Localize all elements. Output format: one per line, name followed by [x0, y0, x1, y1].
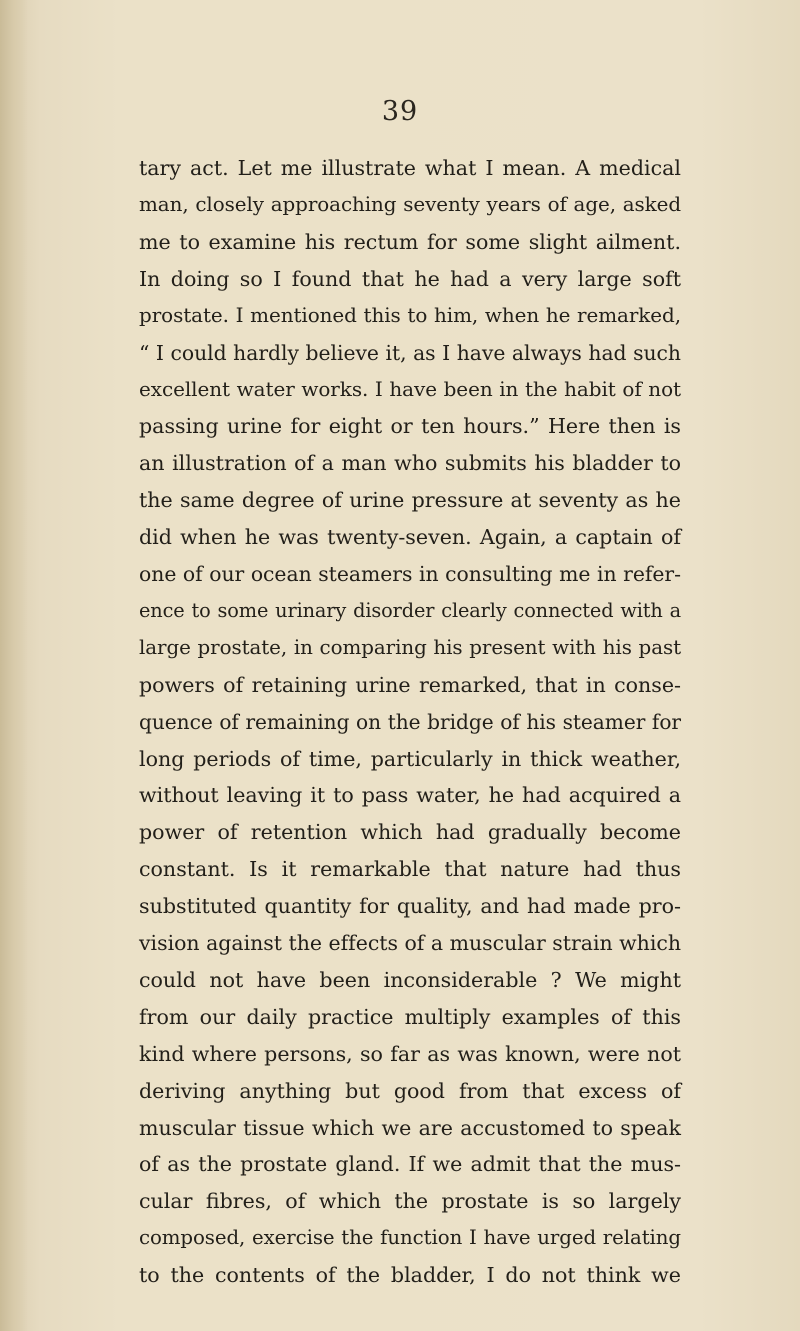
text-line-25: kind where persons, so far as was known, were not [139, 1041, 681, 1066]
text-line-16: quence of remaining on the bridge of his steamer for [139, 709, 681, 734]
text-line-18: without leaving it to pass water, he had acquired a [139, 783, 681, 808]
text-line-26: deriving anything but good from that excess of [139, 1078, 681, 1103]
text-line-28: of as the prostate gland. If we admit that the mus- [139, 1152, 681, 1177]
text-line-4: In doing so I found that he had a very large soft [139, 266, 681, 291]
text-line-9: an illustration of a man who submits his bladder to [139, 451, 681, 476]
page-number: 39 [381, 96, 419, 127]
text-line-5: prostate. I mentioned this to him, when he remarked, [139, 303, 681, 327]
text-line-24: from our daily practice multiply examples of this [139, 1004, 681, 1029]
text-line-14: large prostate, in comparing his present with his past [139, 635, 681, 659]
text-line-31: to the contents of the bladder, I do not think we [139, 1263, 681, 1288]
text-line-1: tary act. Let me illustrate what I mean. A medical [139, 156, 681, 180]
text-line-15: powers of retaining urine remarked, that in conse- [139, 672, 681, 697]
text-line-2: man, closely approaching seventy years of age, asked [139, 192, 681, 216]
text-line-3: me to examine his rectum for some slight ailment. [139, 229, 681, 254]
text-line-29: cular fibres, of which the prostate is so largely [139, 1189, 681, 1214]
text-line-13: ence to some urinary disorder clearly connected with a [139, 598, 681, 622]
text-line-8: passing urine for eight or ten hours.” Here then is [139, 414, 681, 439]
text-line-22: vision against the effects of a muscular strain which [139, 931, 681, 956]
text-line-23: could not have been inconsiderable ? We might [139, 967, 681, 992]
page-gutter-shadow [0, 0, 28, 1331]
text-line-21: substituted quantity for quality, and had made pro- [139, 894, 681, 919]
body-text [139, 150, 681, 1294]
text-line-12: one of our ocean steamers in consulting me in refer- [139, 561, 681, 586]
text-line-20: constant. Is it remarkable that nature had thus [139, 857, 681, 882]
text-line-6: “ I could hardly believe it, as I have always had such [139, 340, 681, 365]
text-line-27: muscular tissue which we are accustomed to speak [139, 1115, 681, 1140]
text-line-11: did when he was twenty-seven. Again, a captain of [139, 525, 681, 550]
text-line-30: composed, exercise the function I have urged relating [139, 1226, 681, 1250]
text-line-17: long periods of time, particularly in thick weather, [139, 746, 681, 771]
text-line-10: the same degree of urine pressure at seventy as he [139, 488, 681, 513]
text-line-7: excellent water works. I have been in the habit of not [139, 377, 681, 402]
text-line-19: power of retention which had gradually become [139, 820, 681, 845]
